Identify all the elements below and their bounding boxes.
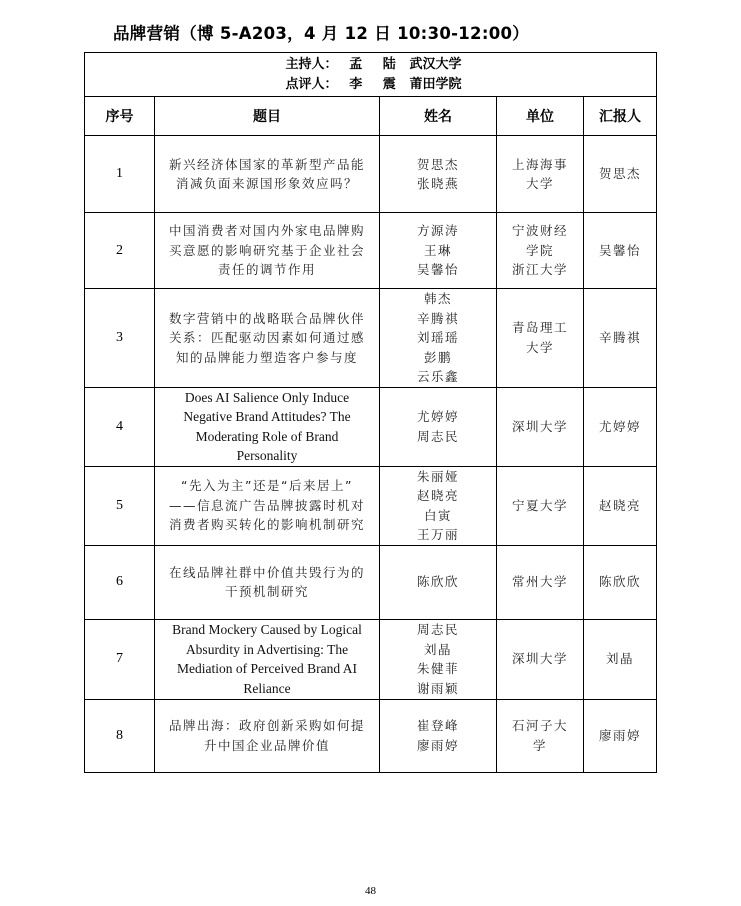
table-row	[85, 619, 657, 699]
topic-cell-line: Moderating Role of Brand	[195, 428, 339, 444]
schedule-table	[84, 52, 657, 773]
header-reporter: 汇报人	[584, 97, 657, 136]
table-row	[85, 289, 657, 388]
topic-cell	[155, 699, 380, 772]
unit-cell-line: 浙江大学	[511, 262, 568, 278]
row-number: 4	[85, 387, 155, 466]
topic-cell-line: Reliance	[243, 680, 291, 696]
names-cell-line: 赵晓亮	[416, 488, 459, 503]
names-cell-line: 崔登峰	[416, 718, 459, 733]
names-cell-line: 朱健菲	[416, 661, 459, 676]
names-cell-line: 王琳	[423, 242, 452, 258]
topic-cell-line: Brand Mockery Caused by Logical	[172, 622, 362, 637]
reviewer-org: 莆田学院	[409, 76, 462, 92]
host-name: 孟 陆	[349, 56, 404, 72]
reporter-cell: 陈欣欣	[584, 545, 657, 619]
unit-cell	[497, 699, 584, 772]
reporter-cell: 廖雨婷	[584, 699, 657, 772]
names-cell-line: 刘晶	[423, 641, 452, 657]
header-unit: 单位	[497, 97, 584, 136]
topic-cell-line: 消减负面来源国形象效应吗？	[175, 176, 358, 191]
names-cell-line: 刘瑶瑶	[416, 330, 459, 345]
topic-cell-line: Mediation of Perceived Brand AI	[177, 661, 357, 676]
reviewer-line	[89, 75, 652, 95]
reporter-cell: 刘晶	[584, 619, 657, 699]
names-cell	[380, 699, 497, 772]
names-cell-line: 方源涛	[416, 223, 459, 239]
header-topic: 题目	[155, 97, 380, 136]
names-cell-line: 周志民	[416, 428, 459, 444]
topic-cell-line: 消费者购买转化的影响机制研究	[168, 517, 365, 533]
topic-cell-line: 买意愿的影响研究基于企业社会	[168, 242, 365, 258]
names-cell-line: 韩杰	[423, 291, 452, 306]
names-cell-line: 周志民	[416, 622, 459, 637]
table-row	[85, 213, 657, 289]
topic-cell-line: ——信息流广告品牌披露时机对	[168, 497, 365, 513]
unit-cell	[497, 213, 584, 289]
unit-cell	[497, 466, 584, 545]
names-cell-line: 辛腾祺	[416, 310, 459, 326]
table-row	[85, 545, 657, 619]
row-number: 8	[85, 699, 155, 772]
names-cell	[380, 213, 497, 289]
unit-cell-line: 石河子大	[511, 718, 568, 733]
names-cell-line: 朱丽娅	[416, 468, 459, 484]
table-row	[85, 387, 657, 466]
names-cell	[380, 619, 497, 699]
names-cell-line: 谢雨颖	[416, 680, 459, 696]
topic-cell-line: 数字营销中的战略联合品牌伙伴	[168, 310, 365, 326]
unit-cell-line: 青岛理工	[511, 320, 568, 336]
topic-cell-line: 责任的调节作用	[217, 262, 316, 278]
unit-cell-line: 深圳大学	[511, 418, 568, 434]
host-line	[89, 55, 652, 75]
header-no: 序号	[85, 97, 155, 136]
unit-cell-line: 上海海事	[511, 156, 568, 172]
row-number: 2	[85, 213, 155, 289]
topic-cell-line: 品牌出海：政府创新采购如何提	[168, 718, 365, 733]
topic-cell-line: Does AI Salience Only Induce	[184, 389, 350, 405]
unit-cell-line: 大学	[525, 176, 554, 191]
names-cell	[380, 289, 497, 388]
unit-cell-line: 宁波财经	[511, 223, 568, 239]
names-cell-line: 廖雨婷	[416, 737, 459, 753]
topic-cell-line: Absurdity in Advertising: The	[185, 641, 349, 657]
unit-cell-line: 深圳大学	[511, 651, 568, 667]
topic-cell	[155, 289, 380, 388]
topic-cell	[155, 136, 380, 213]
topic-cell	[155, 466, 380, 545]
names-cell-line: 白寅	[423, 507, 452, 523]
topic-cell-line: 关系：匹配驱动因素如何通过感	[168, 330, 365, 345]
names-cell-line: 尤婷婷	[416, 409, 459, 424]
unit-cell-line: 学	[532, 737, 547, 753]
unit-cell	[497, 619, 584, 699]
names-cell-line: 王万丽	[416, 527, 459, 542]
topic-cell-line: “先入为主”还是“后来居上”	[181, 478, 353, 494]
unit-cell	[497, 136, 584, 213]
host-label: 主持人：	[285, 56, 338, 72]
reviewer-name: 李 震	[349, 76, 404, 92]
row-number: 6	[85, 545, 155, 619]
topic-cell-line: 知的品牌能力塑造客户参与度	[175, 349, 358, 365]
header-row	[85, 97, 657, 136]
names-cell-line: 吴馨怡	[416, 262, 459, 278]
topic-cell-line: 干预机制研究	[224, 584, 309, 599]
names-cell	[380, 387, 497, 466]
unit-cell-line: 学院	[525, 242, 554, 258]
reporter-cell: 吴馨怡	[584, 213, 657, 289]
row-number: 7	[85, 619, 155, 699]
names-cell-line: 张晓燕	[416, 176, 459, 191]
names-cell-line: 彭鹏	[423, 349, 452, 365]
unit-cell-line: 大学	[525, 339, 554, 355]
topic-cell	[155, 619, 380, 699]
page-number: 48	[365, 885, 376, 897]
host-org: 武汉大学	[409, 56, 462, 72]
reporter-cell: 赵晓亮	[584, 466, 657, 545]
topic-cell-line: 在线品牌社群中价值共毁行为的	[168, 564, 365, 580]
session-title: 品牌营销（博 5-A203，4 月 12 日 10:30-12:00）	[113, 24, 530, 43]
table-row	[85, 699, 657, 772]
names-cell-line: 陈欣欣	[416, 574, 459, 590]
topic-cell	[155, 545, 380, 619]
row-number: 3	[85, 289, 155, 388]
names-cell	[380, 136, 497, 213]
names-cell-line: 贺思杰	[416, 156, 459, 172]
reporter-cell: 贺思杰	[584, 136, 657, 213]
table-row	[85, 466, 657, 545]
unit-cell	[497, 545, 584, 619]
unit-cell-line: 常州大学	[511, 574, 568, 590]
reporter-cell: 辛腾祺	[584, 289, 657, 388]
topic-cell-line: Personality	[236, 448, 298, 463]
unit-cell	[497, 289, 584, 388]
host-row	[85, 53, 657, 97]
names-cell-line: 云乐鑫	[416, 369, 459, 384]
topic-cell-line: 中国消费者对国内外家电品牌购	[168, 223, 365, 239]
unit-cell-line: 宁夏大学	[511, 497, 568, 513]
row-number: 5	[85, 466, 155, 545]
topic-cell	[155, 213, 380, 289]
names-cell	[380, 545, 497, 619]
table-row	[85, 136, 657, 213]
topic-cell	[155, 387, 380, 466]
topic-cell-line: Negative Brand Attitudes? The	[183, 409, 351, 424]
row-number: 1	[85, 136, 155, 213]
header-names: 姓名	[380, 97, 497, 136]
reporter-cell: 尤婷婷	[584, 387, 657, 466]
topic-cell-line: 新兴经济体国家的革新型产品能	[168, 156, 365, 172]
topic-cell-line: 升中国企业品牌价值	[203, 737, 330, 753]
names-cell	[380, 466, 497, 545]
reviewer-label: 点评人：	[285, 76, 338, 92]
unit-cell	[497, 387, 584, 466]
